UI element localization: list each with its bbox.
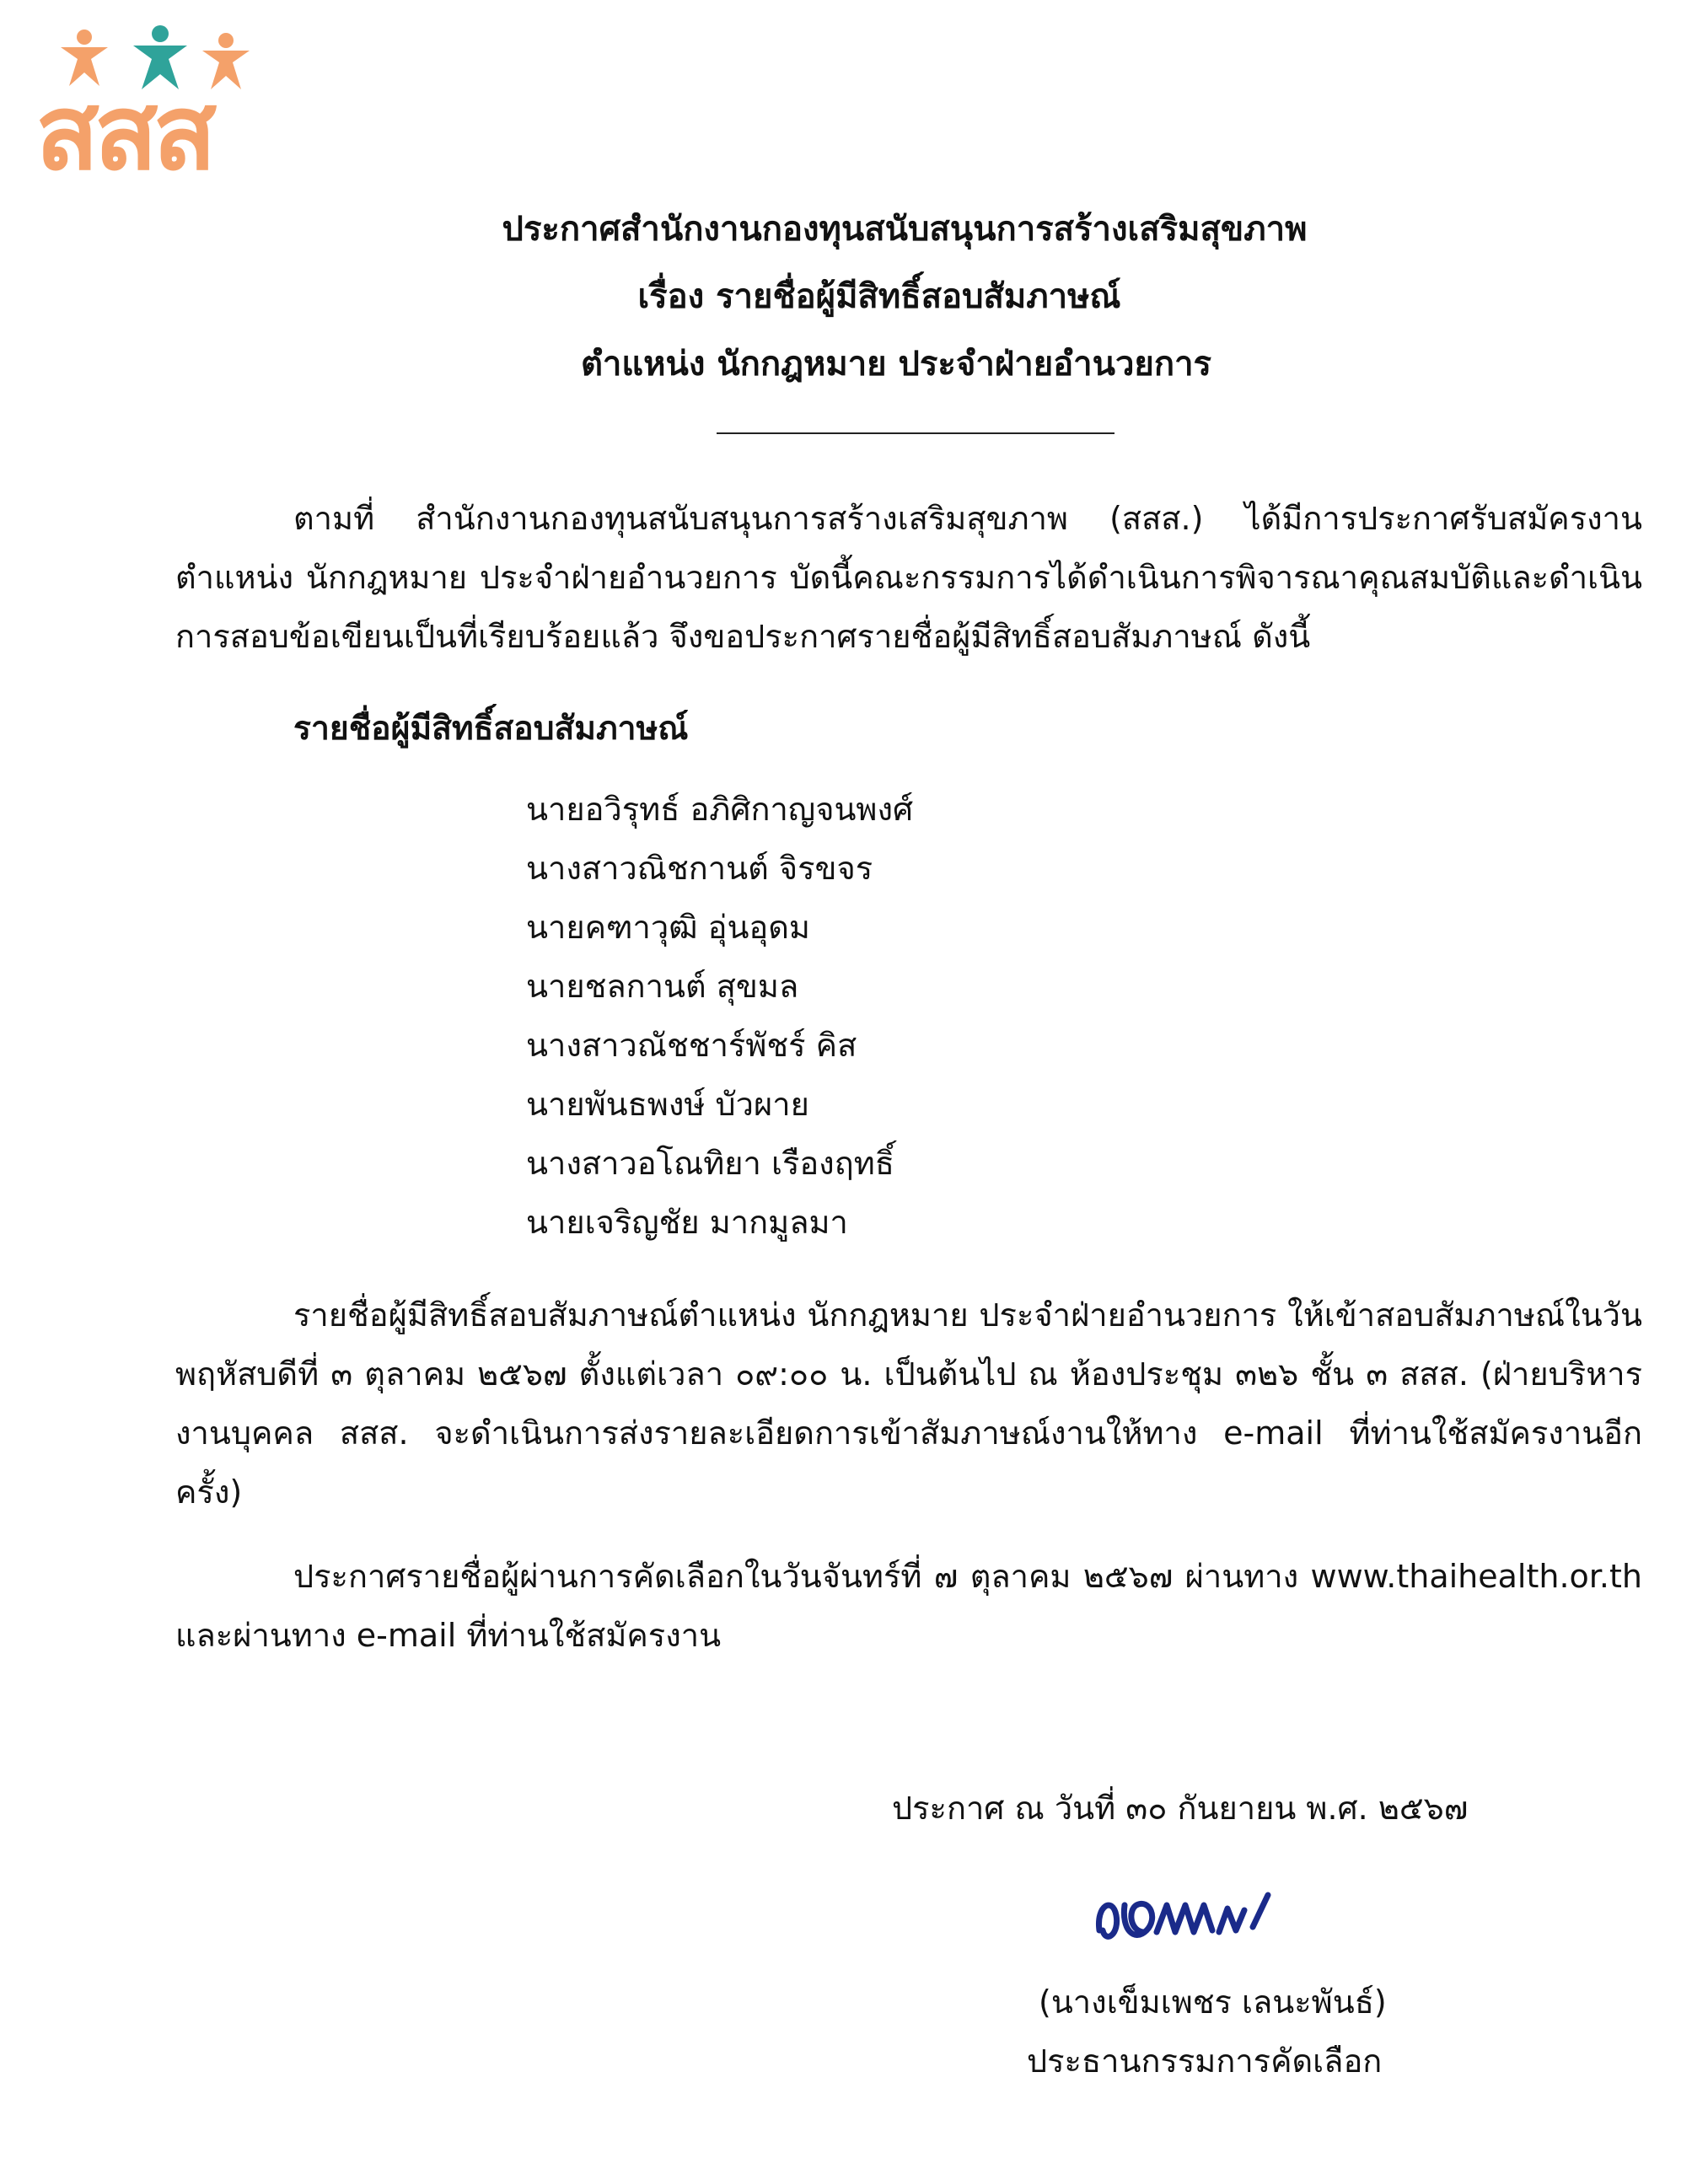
result-paragraph — [175, 1547, 1642, 1665]
position-title: ตำแหน่ง นักกฎหมาย ประจำฝ่ายอำนวยการ — [580, 345, 1212, 384]
announcement-subject: เรื่อง รายชื่อผู้มีสิทธิ์สอบสัมภาษณ์ — [637, 277, 1121, 316]
intro-text: ตามที่ สำนักงานกองทุนสนับสนุนการสร้างเสริมสุขภาพ (สสส.) ได้มีการประกาศรับสมัครงาน ตำแหน่ง นักกฎหมาย ประจำฝ่ายอำนวยการ บัดนี้คณะกรรมการได้ดำเนินการพิจารณาคุณสมบัติและดำเนินการสอบข้อเขียนเป็นที่เรียบร้อยแล้ว จึงขอประกาศรายชื่อผู้มีสิทธิ์สอบสัมภาษณ์ ดังนี้ — [175, 500, 1642, 655]
candidate-name: นายชลกานต์ สุขมล — [526, 968, 799, 1005]
announcement-title: ประกาศสำนักงานกองทุนสนับสนุนการสร้างเสริมสุขภาพ — [502, 210, 1308, 249]
candidate-name: นายเจริญชัย มากมูลมา — [526, 1204, 848, 1241]
signer-title: ประธานกรรมการคัดเลือก — [1027, 2043, 1383, 2080]
result-text: ประกาศรายชื่อผู้ผ่านการคัดเลือกในวันจันทร์ที่ ๗ ตุลาคม ๒๕๖๗ ผ่านทาง www.thaihealth.or.th และผ่านทาง e-mail ที่ท่านใช้สมัครงาน — [175, 1558, 1642, 1654]
candidate-list — [526, 780, 913, 1252]
candidate-name: นางสาวอโณทิยา เรืองฤทธิ์ — [526, 1145, 894, 1182]
candidate-name: นายอวิรุทธ์ อภิศิกาญจนพงศ์ — [526, 791, 914, 828]
candidate-name: นางสาวณิชกานต์ จิรขจร — [526, 850, 873, 887]
title-divider — [717, 432, 1114, 434]
signature-image — [1088, 1871, 1281, 1964]
logo-wordmark: สสส — [35, 72, 212, 194]
interview-paragraph — [175, 1286, 1642, 1522]
candidate-name: นายพันธพงษ์ บัวผาย — [526, 1086, 809, 1123]
candidate-list-heading: รายชื่อผู้มีสิทธิ์สอบสัมภาษณ์ — [293, 710, 689, 748]
candidate-name: นางสาวณัชชาร์พัชร์ คิส — [526, 1027, 857, 1064]
signer-name: (นางเข็มเพชร เลนะพันธ์) — [1039, 1984, 1387, 2021]
thaihealth-logo — [35, 25, 297, 194]
candidate-name: นายคฑาวุฒิ อุ่นอุดม — [526, 909, 810, 946]
interview-text: รายชื่อผู้มีสิทธิ์สอบสัมภาษณ์ตำแหน่ง นักกฎหมาย ประจำฝ่ายอำนวยการ ให้เข้าสอบสัมภาษณ์ในวันพฤหัสบดีที่ ๓ ตุลาคม ๒๕๖๗ ตั้งแต่เวลา ๐๙:๐๐ น. เป็นต้นไป ณ ห้องประชุม ๓๒๖ ชั้น ๓ สสส. (ฝ่ายบริหารงานบุคคล สสส. จะดำเนินการส่งรายละเอียดการเข้าสัมภาษณ์งานให้ทาง e-mail ที่ท่านใช้สมัครงานอีกครั้ง) — [175, 1296, 1642, 1511]
intro-paragraph — [175, 489, 1642, 666]
announcement-date: ประกาศ ณ วันที่ ๓๐ กันยายน พ.ศ. ๒๕๖๗ — [892, 1790, 1469, 1827]
